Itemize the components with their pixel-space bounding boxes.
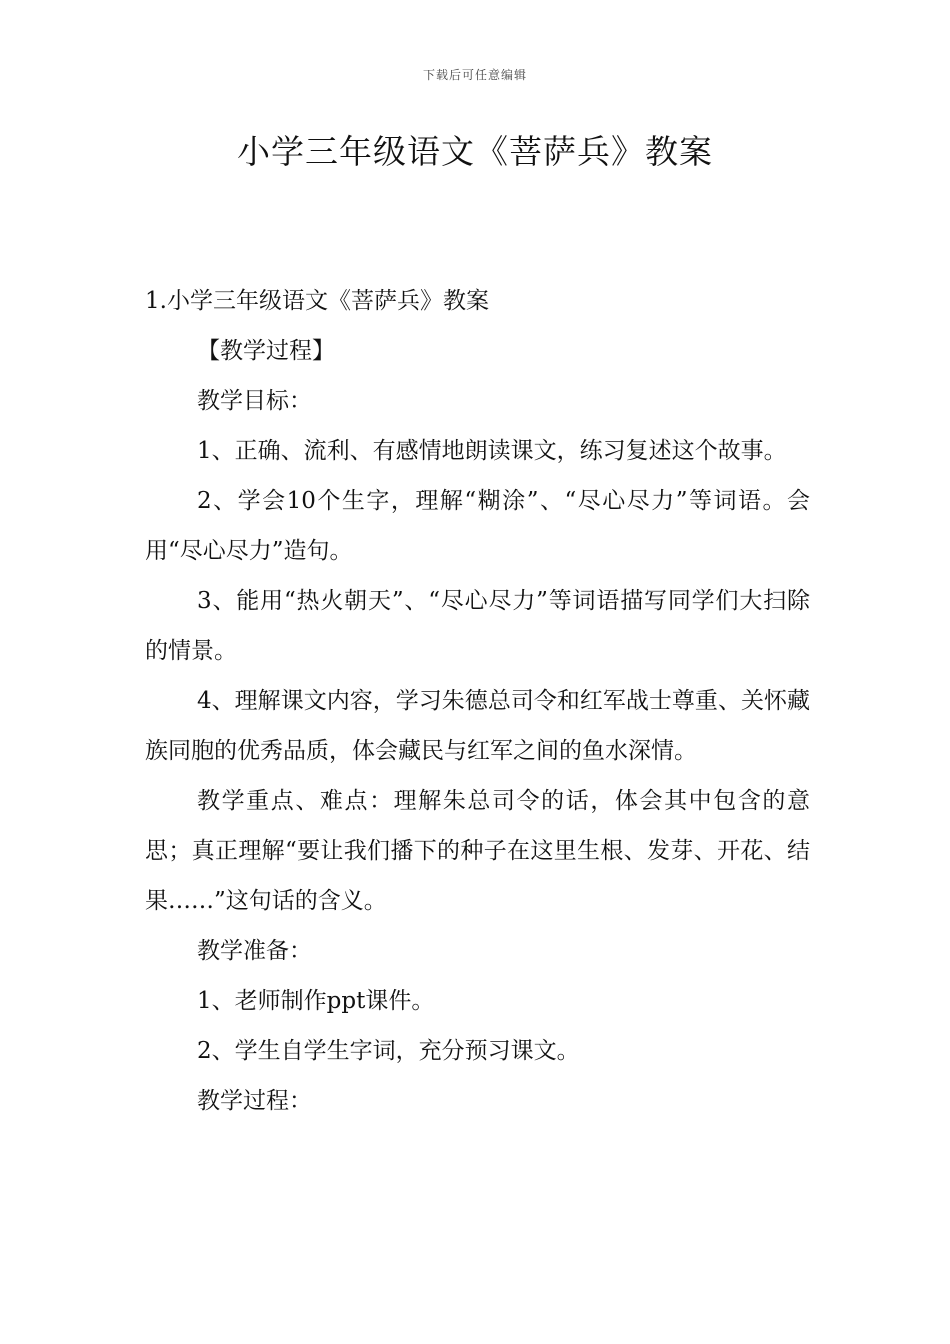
- paragraph: 1、老师制作ppt课件。: [197, 988, 435, 1014]
- paragraph: 教学准备：: [197, 938, 312, 964]
- document-title: 小学三年级语文《菩萨兵》教案: [237, 132, 713, 171]
- paragraph: 教学目标：: [197, 388, 312, 414]
- paragraph: 2、学会10个生字，理解“糊涂”、“尽心尽力”等词语。会用“尽心尽力”造句。: [145, 488, 810, 564]
- section-heading: 1.小学三年级语文《菩萨兵》教案: [145, 288, 489, 314]
- paragraph: 4、理解课文内容，学习朱德总司令和红军战士尊重、关怀藏族同胞的优秀品质，体会藏民与红军之间的鱼水深情。: [145, 688, 810, 764]
- paragraph: 教学重点、难点：理解朱总司令的话，体会其中包含的意思；真正理解“要让我们播下的种子在这里生根、发芽、开花、结果……”这句话的含义。: [145, 788, 810, 914]
- paragraph: 1、正确、流利、有感情地朗读课文，练习复述这个故事。: [197, 438, 787, 464]
- paragraph: 3、能用“热火朝天”、“尽心尽力”等词语描写同学们大扫除的情景。: [145, 588, 810, 664]
- paragraph: 【教学过程】: [197, 338, 335, 364]
- header-note: 下载后可任意编辑: [422, 68, 527, 82]
- document-body: [145, 276, 810, 1126]
- paragraph: 教学过程：: [197, 1088, 312, 1114]
- paragraph: 2、学生自学生字词，充分预习课文。: [197, 1038, 580, 1064]
